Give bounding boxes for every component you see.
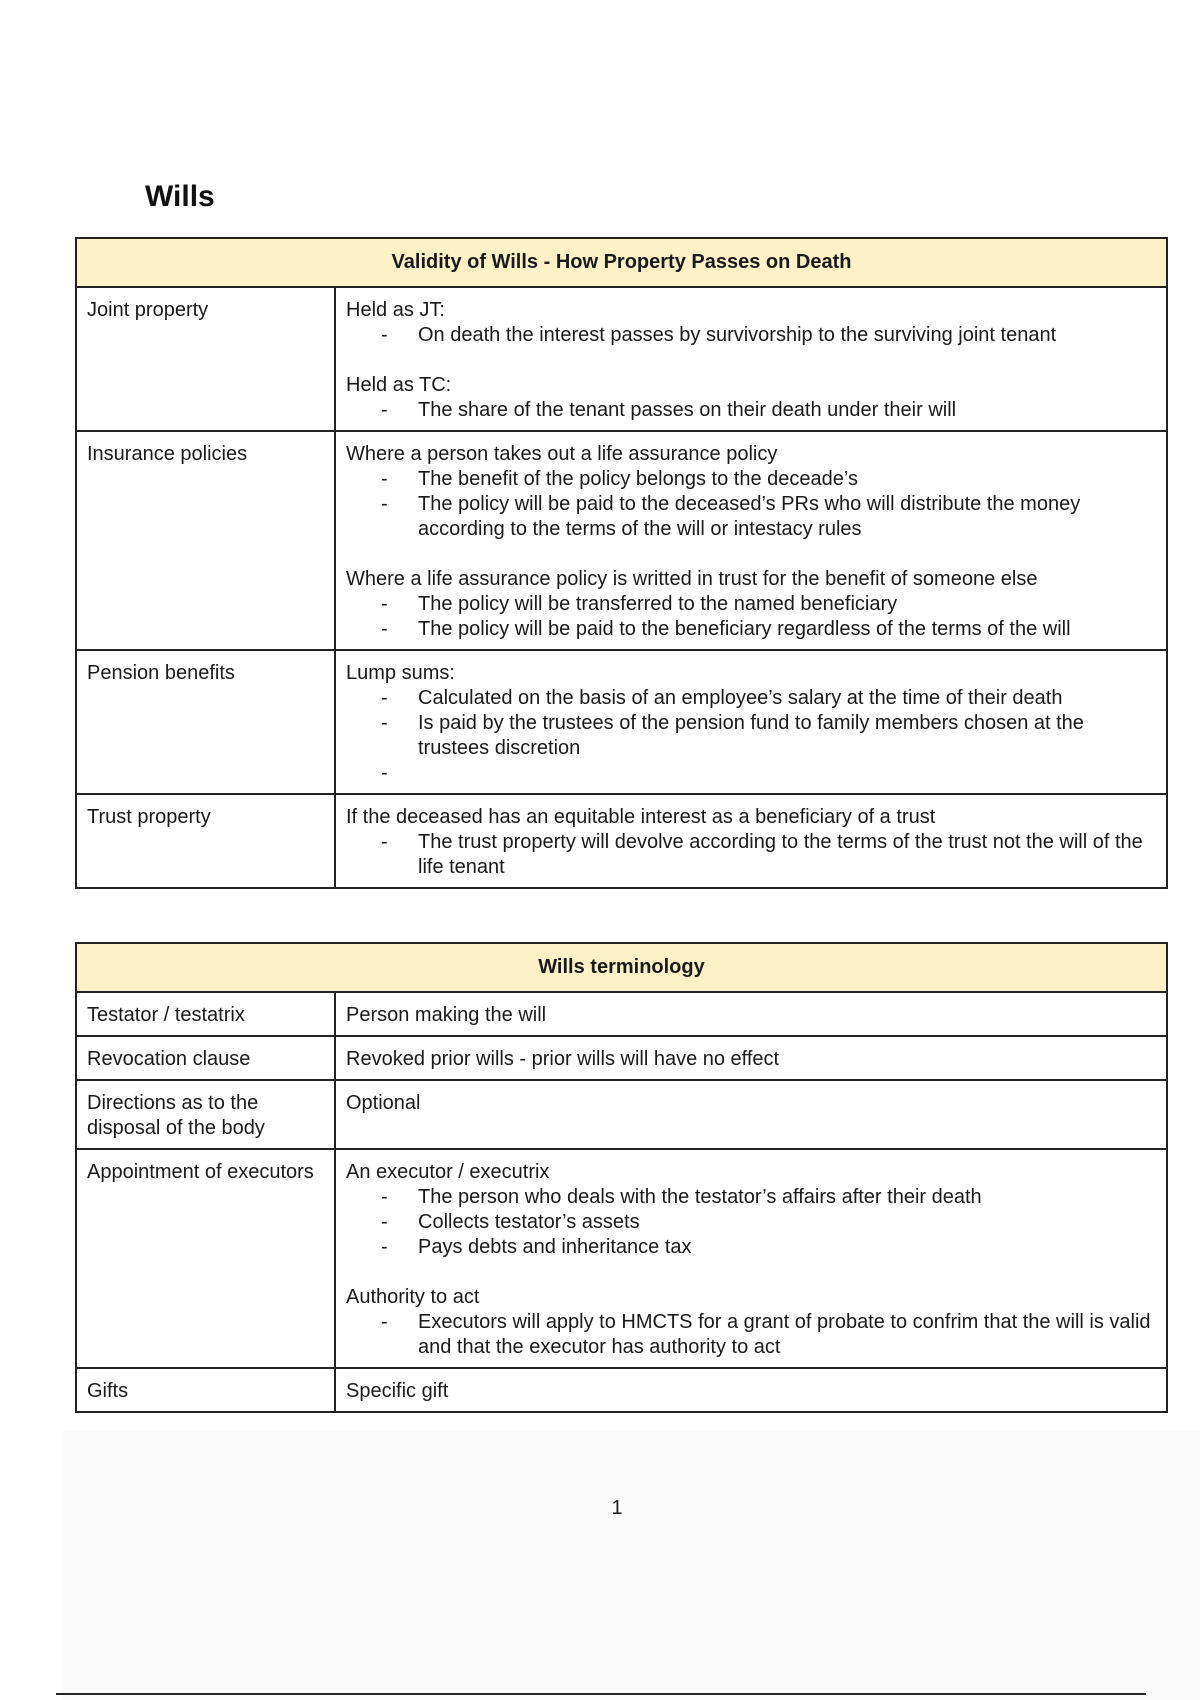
row-content [335, 992, 1167, 1036]
row-label: Trust property [76, 794, 335, 888]
bullet-list [346, 467, 1156, 542]
content-group [346, 298, 1156, 348]
bullet-item [346, 761, 1156, 786]
row-label: Appointment of executors [76, 1149, 335, 1368]
bullet-item: - The person who deals with the testator’s affairs after their death [346, 1185, 1156, 1210]
table-row [76, 431, 1167, 650]
page-footer-area [62, 1430, 1200, 1700]
bullet-list [346, 323, 1156, 348]
row-label: Gifts [76, 1368, 335, 1412]
page-title: Wills [145, 180, 215, 213]
wills-terminology-table [75, 942, 1168, 1413]
group-intro: Specific gift [346, 1380, 449, 1402]
bullet-item: - Executors will apply to HMCTS for a grant of probate to confrim that the will is valid and that the executor has authority to act [346, 1310, 1156, 1360]
content-group [346, 1003, 1156, 1028]
bullet-list [346, 1185, 1156, 1260]
bullet-item: - Calculated on the basis of an employee’s salary at the time of their death [346, 686, 1156, 711]
content-group [346, 1160, 1156, 1260]
bullet-item: - The benefit of the policy belongs to the deceade’s [346, 467, 1156, 492]
row-label: Insurance policies [76, 431, 335, 650]
group-intro: An executor / executrix [346, 1161, 550, 1183]
row-content [335, 1036, 1167, 1080]
table-row [76, 650, 1167, 794]
table-row [76, 1149, 1167, 1368]
group-intro: Lump sums: [346, 662, 455, 684]
row-label: Testator / testatrix [76, 992, 335, 1036]
content-group [346, 661, 1156, 786]
table-row [76, 1036, 1167, 1080]
table-row [76, 1080, 1167, 1149]
bullet-item: - The policy will be paid to the beneficiary regardless of the terms of the will [346, 617, 1156, 642]
table-header: Wills terminology [76, 943, 1167, 992]
page-number: 1 [611, 1497, 623, 1519]
bullet-item: - The policy will be paid to the deceased’s PRs who will distribute the money according to the terms of the will or intestacy rules [346, 492, 1156, 542]
bullet-list [346, 686, 1156, 786]
row-content [335, 431, 1167, 650]
row-content [335, 1149, 1167, 1368]
page-bottom-rule [56, 1693, 1146, 1695]
content-group [346, 567, 1156, 642]
row-label: Directions as to the disposal of the body [76, 1080, 335, 1149]
bullet-list [346, 830, 1156, 880]
row-content [335, 287, 1167, 431]
bullet-item: - The share of the tenant passes on their death under their will [346, 398, 1156, 423]
group-intro: Held as JT: [346, 299, 445, 321]
bullet-list [346, 592, 1156, 642]
content-group [346, 1379, 1156, 1404]
row-content [335, 794, 1167, 888]
table-row [76, 1368, 1167, 1412]
row-content [335, 1080, 1167, 1149]
validity-of-wills-table [75, 237, 1168, 889]
table-row [76, 794, 1167, 888]
group-intro: Revoked prior wills - prior wills will have no effect [346, 1048, 780, 1070]
row-label: Revocation clause [76, 1036, 335, 1080]
group-intro: Authority to act [346, 1286, 480, 1308]
content-group [346, 1285, 1156, 1360]
bullet-item: - The trust property will devolve according to the terms of the trust not the will of the life tenant [346, 830, 1156, 880]
table-header: Validity of Wills - How Property Passes on Death [76, 238, 1167, 287]
bullet-list [346, 398, 1156, 423]
bullet-item: - Pays debts and inheritance tax [346, 1235, 1156, 1260]
group-intro: If the deceased has an equitable interest as a beneficiary of a trust [346, 806, 936, 828]
bullet-list [346, 1310, 1156, 1360]
bullet-item: - The policy will be transferred to the named beneficiary [346, 592, 1156, 617]
bullet-item: - Collects testator’s assets [346, 1210, 1156, 1235]
group-intro: Optional [346, 1092, 421, 1114]
row-content [335, 1368, 1167, 1412]
content-group [346, 442, 1156, 542]
row-label: Pension benefits [76, 650, 335, 794]
bullet-item: - Is paid by the trustees of the pension fund to family members chosen at the trustees discretion [346, 711, 1156, 761]
row-content [335, 650, 1167, 794]
group-intro: Held as TC: [346, 374, 452, 396]
content-group [346, 373, 1156, 423]
content-group [346, 1091, 1156, 1116]
content-group [346, 805, 1156, 880]
table-row [76, 992, 1167, 1036]
bullet-item: - On death the interest passes by survivorship to the surviving joint tenant [346, 323, 1156, 348]
row-label: Joint property [76, 287, 335, 431]
group-intro: Person making the will [346, 1004, 547, 1026]
content-group [346, 1047, 1156, 1072]
group-intro: Where a person takes out a life assurance policy [346, 443, 778, 465]
table-row [76, 287, 1167, 431]
group-intro: Where a life assurance policy is writted in trust for the benefit of someone else [346, 568, 1038, 590]
